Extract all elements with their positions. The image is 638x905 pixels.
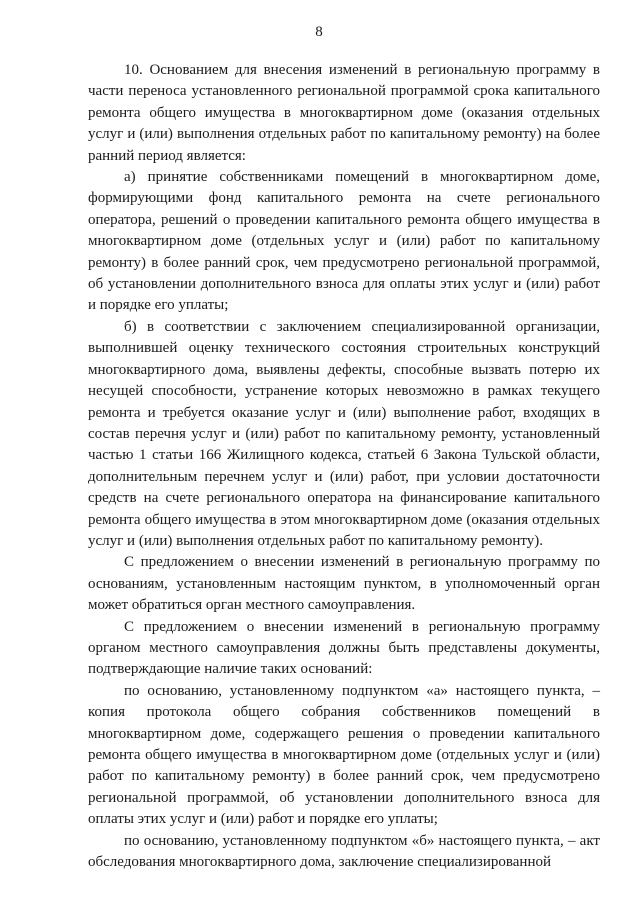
paragraph-subclause-a: а) принятие собственниками помещений в многоквартирном доме, формирующими фонд капитального ремонта на счете регионального оператора, решений о проведении капитального ремонта общего имущества в многоквартирном доме (отдельных услуг и (или) работ по капитальному ремонту) в более ранний срок, чем предусмотрено региональной программой, об установлении дополнительного взноса для оплаты этих услуг и (или) работ и порядке его уплаты; <box>88 169 600 314</box>
page-number: 8 <box>315 24 323 40</box>
paragraph-proposal-authority: С предложением о внесении изменений в региональную программу по основаниям, установленным настоящим пунктом, в уполномоченный орган может обратиться орган местного самоуправления. <box>88 554 600 614</box>
paragraph-clause-10: 10. Основанием для внесения изменений в региональную программу в части переноса установленного региональной программой срока капитального ремонта общего имущества в многоквартирном доме (оказания отдельных услуг и (или) выполнения отдельных работ по капитальному ремонту) на более ранний период является: <box>88 62 600 164</box>
paragraph-basis-b-documents: по основанию, установленному подпунктом «б» настоящего пункта, – акт обследования многоквартирного дома, заключение специализированной <box>88 832 600 871</box>
paragraph-required-documents: С предложением о внесении изменений в региональную программу органом местного самоуправления должны быть представлены документы, подтверждающие наличие таких оснований: <box>88 618 600 678</box>
document-body <box>88 60 600 873</box>
paragraph-subclause-b: б) в соответствии с заключением специализированной организации, выполнившей оценку технического состояния строительных конструкций многоквартирного дома, выявлены дефекты, способные вызвать потерю их несущей способности, устранение которых невозможно в рамках текущего ремонта и требуется оказание услуг и (или) выполнение работ, входящих в состав перечня услуг и (или) работ по капитальному ремонту, установленный частью 1 статьи 166 Жилищного кодекса, статьей 6 Закона Тульской области, дополнительным перечнем услуг и (или) работ, при условии достаточности средств на счете регионального оператора на финансирование капитального ремонта общего имущества в этом многоквартирном доме (оказания отдельных услуг и (или) выполнения отдельных работ по капитальному ремонту). <box>88 318 600 549</box>
paragraph-basis-a-documents: по основанию, установленному подпунктом «а» настоящего пункта, – копия протокола общего собрания собственников помещений в многоквартирном доме, содержащего решения о проведении капитального ремонта общего имущества в многоквартирном доме (отдельных услуг и (или) работ по капитальному ремонту) в более ранний срок, чем предусмотрено региональной программой, об установлении дополнительного взноса для оплаты этих услуг и (или) работ и порядке его уплаты; <box>88 682 600 828</box>
